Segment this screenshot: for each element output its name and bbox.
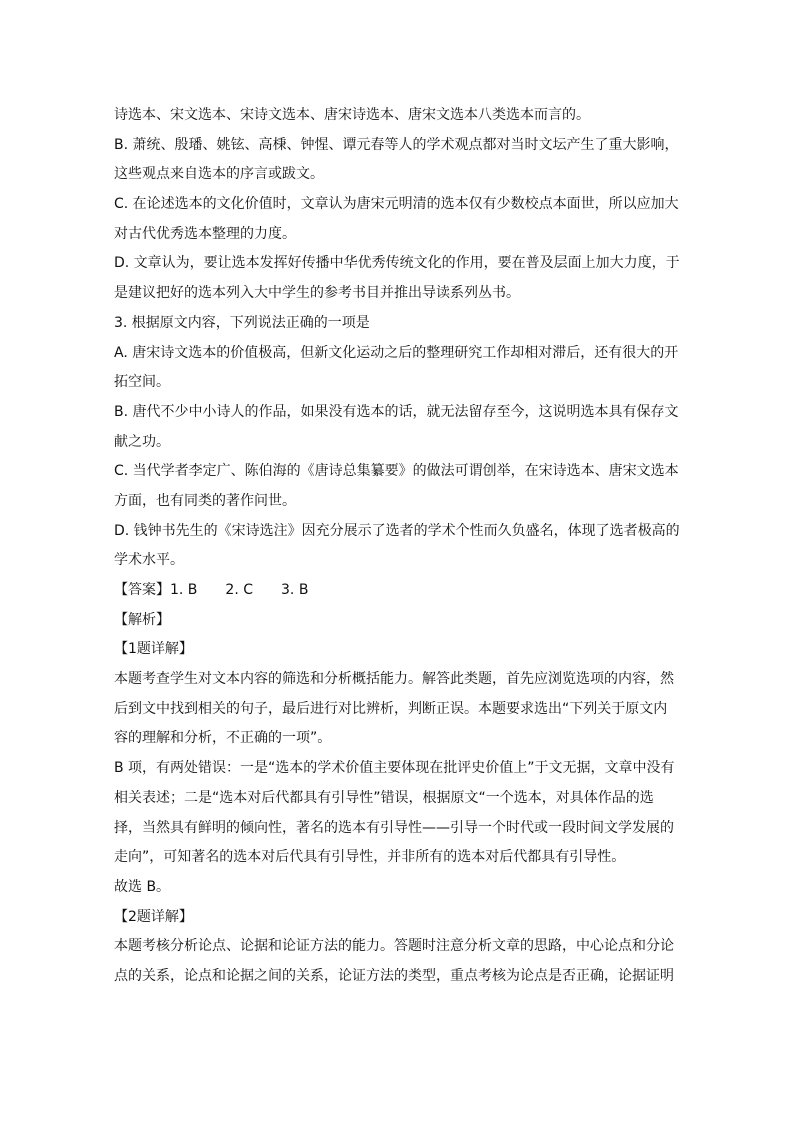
answer-item: 3. B	[281, 582, 309, 598]
section-1-heading: 【1题详解】	[114, 641, 193, 658]
explanation-line: B 项，有两处错误：一是“选本的学术价值主要体现在批评史价值上”于文无据，文章中没有	[114, 760, 675, 777]
option-a-line: A. 唐宋诗文选本的价值极高，但新文化运动之后的整理研究工作却相对滞后，还有很大的开	[114, 344, 679, 361]
explanation-line: 相关表述；二是“选本对后代都具有引导性”错误，根据原文“一个选本，对具体作品的选	[114, 789, 654, 806]
text-line: 这些观点来自选本的序言或跋文。	[114, 166, 324, 183]
text-line: 对古代优秀选本整理的力度。	[114, 225, 296, 242]
text-line: 是建议把好的选本列入大中学生的参考书目并推出导读系列丛书。	[114, 285, 520, 302]
text-line: 学术水平。	[114, 552, 184, 569]
section-2-heading: 【2题详解】	[114, 908, 193, 925]
option-b-line: B. 萧统、殷璠、姚铉、高棅、钟惺、谭元春等人的学术观点都对当时文坛产生了重大影响，	[114, 136, 679, 153]
answer-item: 2. C	[225, 582, 254, 598]
explanation-line: 本题考查学生对文本内容的筛选和分析概括能力。解答此类题，首先应浏览选项的内容，然	[114, 671, 674, 688]
text-line: 拓空间。	[114, 374, 170, 391]
conclusion-line: 故选 B。	[114, 878, 171, 895]
text-line: 诗选本、宋文选本、宋诗文选本、唐宋诗选本、唐宋文选本八类选本而言的。	[114, 107, 590, 123]
analysis-heading: 【解析】	[114, 611, 170, 628]
document-body	[114, 101, 684, 992]
text-line: 献之功。	[114, 433, 170, 450]
explanation-line: 择，当然具有鲜明的倾向性，著名的选本有引导性——引导一个时代或一段时间文学发展的	[114, 819, 674, 836]
explanation-line: 后到文中找到相关的句子，最后进行对比辨析，判断正误。本题要求选出“下列关于原文内	[114, 700, 668, 717]
explanation-line: 本题考核分析论点、论据和论证方法的能力。答题时注意分析文章的思路，中心论点和分论	[114, 938, 674, 955]
explanation-line: 走向”，可知著名的选本对后代具有引导性，并非所有的选本对后代都具有引导性。	[114, 849, 626, 866]
option-c-line: C. 在论述选本的文化价值时，文章认为唐宋元明清的选本仅有少数校点本面世，所以应加大	[114, 196, 679, 213]
option-d-line: D. 文章认为，要让选本发挥好传播中华优秀传统文化的作用，要在普及层面上加大力度，于	[114, 255, 680, 272]
answer-item: 1. B	[170, 582, 198, 598]
answer-tag: 【答案】	[114, 582, 170, 598]
question-3-stem: 3. 根据原文内容，下列说法正确的一项是	[114, 314, 370, 331]
answer-line	[114, 576, 684, 606]
explanation-line: 点的关系，论点和论据之间的关系，论证方法的类型，重点考核为论点是否正确，论据证明	[114, 967, 674, 984]
option-b-line: B. 唐代不少中小诗人的作品，如果没有选本的话，就无法留存至今，这说明选本具有保存文	[114, 403, 679, 420]
text-line: 方面，也有同类的著作问世。	[114, 492, 296, 509]
option-d-line: D. 钱钟书先生的《宋诗选注》因充分展示了选者的学术个性而久负盛名，体现了选者极高的	[114, 522, 680, 539]
explanation-line: 容的理解和分析，不正确的一项”。	[114, 730, 332, 747]
option-c-line: C. 当代学者李定广、陈伯海的《唐诗总集纂要》的做法可谓创举，在宋诗选本、唐宋文选本	[114, 463, 679, 480]
